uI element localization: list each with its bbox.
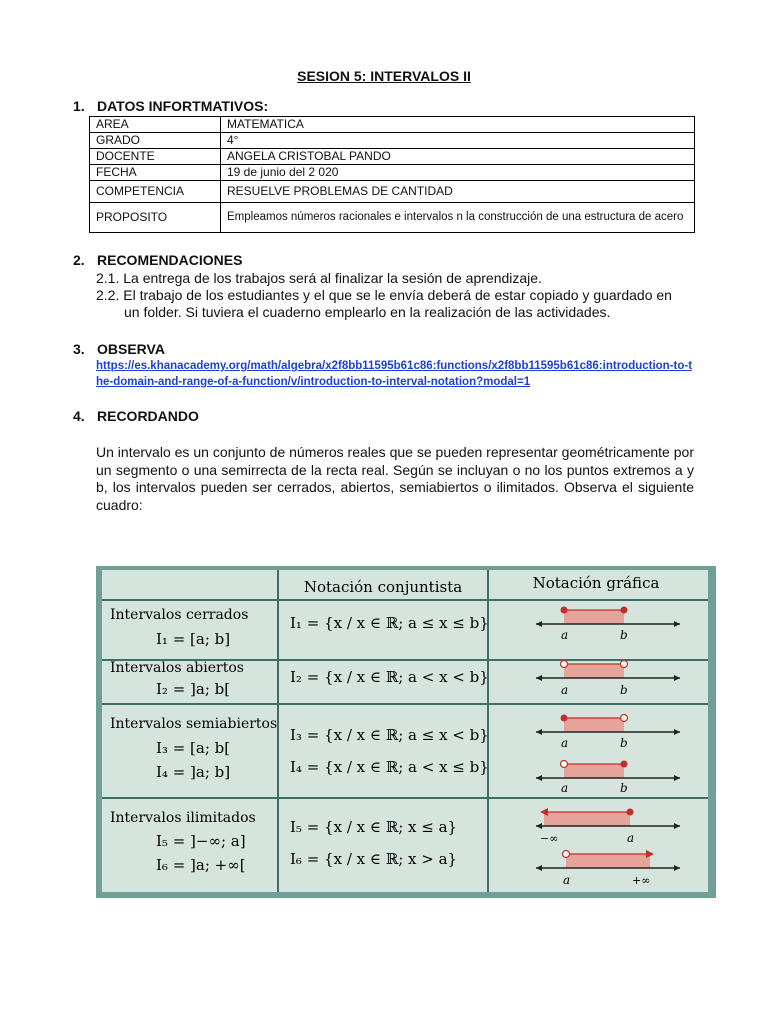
arrow-left-icon <box>536 729 542 735</box>
closed-endpoint <box>627 809 634 816</box>
info-key: DOCENTE <box>90 149 221 165</box>
number-line-unbounded-5 <box>536 808 680 845</box>
section-number: 2. <box>73 252 85 268</box>
row-name-open: Intervalos abiertos <box>110 660 244 676</box>
info-value: ANGELA CRISTOBAL PANDO <box>221 149 695 165</box>
label-a: a <box>627 831 635 845</box>
arrow-right-icon <box>674 775 680 781</box>
closed-endpoint <box>561 715 568 722</box>
set-closed: I₁ = {x / x ∈ ℝ; a ≤ x ≤ b} <box>290 614 489 632</box>
header-set-notation: Notación conjuntista <box>303 578 463 596</box>
interval-fill <box>566 854 650 868</box>
info-value: Empleamos números racionales e intervalos n la construcción de una estructura de acero <box>221 203 695 233</box>
info-value: MATEMATICA <box>221 117 695 133</box>
list-item: 2.2. El trabajo de los estudiantes y el que se le envía deberá de estar copiado y guardado en <box>96 287 672 303</box>
label-b: b <box>620 683 628 697</box>
label-a: a <box>561 736 569 750</box>
number-line-half-open-3 <box>536 715 680 751</box>
arrow-left-icon <box>536 865 542 871</box>
arrow-right-icon <box>674 865 680 871</box>
info-key: COMPETENCIA <box>90 181 221 203</box>
set-open: I₂ = {x / x ∈ ℝ; a < x < b} <box>290 668 489 686</box>
info-key: AREA <box>90 117 221 133</box>
arrow-right-icon <box>674 729 680 735</box>
number-line-half-open-4 <box>536 761 680 796</box>
label-a: a <box>561 628 569 642</box>
table-row <box>90 203 695 233</box>
label-b: b <box>620 736 628 750</box>
arrow-left-icon <box>536 775 542 781</box>
info-key: FECHA <box>90 165 221 181</box>
intervals-paragraph: Un intervalo es un conjunto de números reales que se pueden representar geométricamente por un segmento o una semirrecta de la recta real. Según se incluyan o no los puntos extremos a y b, los intervalos pueden ser cerrados, abiertos, semiabiertos o ilimitados. Observa el siguiente cuadro: <box>96 444 694 513</box>
info-table <box>89 116 695 233</box>
interval-fill <box>564 764 624 778</box>
info-value: 4° <box>221 133 695 149</box>
header-graphic-notation: Notación gráfica <box>532 574 660 592</box>
label-b: b <box>620 628 628 642</box>
open-endpoint <box>621 715 628 722</box>
table-row <box>90 149 695 165</box>
set-half-open-4: I₄ = {x / x ∈ ℝ; a < x ≤ b} <box>290 758 489 776</box>
table-row <box>90 133 695 149</box>
label-a: a <box>561 683 569 697</box>
list-item: un folder. Si tuviera el cuaderno emplearlo en la realización de las actividades. <box>124 304 611 320</box>
label-a: a <box>563 873 571 887</box>
section-3-heading <box>73 341 165 357</box>
closed-endpoint <box>621 607 628 614</box>
arrow-right-icon <box>674 675 680 681</box>
number-line-unbounded-6 <box>536 850 680 887</box>
interval-fill <box>544 812 630 826</box>
info-key: GRADO <box>90 133 221 149</box>
section-1-heading <box>73 98 268 114</box>
def-closed: I₁ = [a; b] <box>156 630 231 648</box>
info-value: 19 de junio del 2 020 <box>221 165 695 181</box>
intervals-table-drawing <box>96 566 716 898</box>
number-line-open <box>536 661 680 698</box>
arrow-left-icon <box>536 675 542 681</box>
def-half-open-4: I₄ = ]a; b] <box>156 763 231 781</box>
section-4-heading <box>73 408 199 424</box>
info-value: RESUELVE PROBLEMAS DE CANTIDAD <box>221 181 695 203</box>
arrow-left-icon <box>536 621 542 627</box>
open-endpoint <box>563 851 570 858</box>
row-name-closed: Intervalos cerrados <box>110 607 249 623</box>
closed-endpoint <box>621 761 628 768</box>
set-unbounded-6: I₆ = {x / x ∈ ℝ; x > a} <box>290 850 458 868</box>
label-pos-infinity: +∞ <box>632 874 651 887</box>
set-half-open-3: I₃ = {x / x ∈ ℝ; a ≤ x < b} <box>290 726 489 744</box>
interval-fill <box>564 610 624 624</box>
row-name-unbounded: Intervalos ilimitados <box>110 810 256 826</box>
intervals-table-photo <box>96 566 716 898</box>
table-row <box>90 165 695 181</box>
interval-fill <box>564 718 624 732</box>
def-unbounded-5: I₅ = ]−∞; a] <box>156 832 246 850</box>
section-number: 4. <box>73 408 85 424</box>
def-open: I₂ = ]a; b[ <box>156 680 231 698</box>
page-title: SESION 5: INTERVALOS II <box>297 68 471 84</box>
label-a: a <box>561 781 569 795</box>
khan-academy-link[interactable]: https://es.khanacademy.org/math/algebra/x2f8bb11595b61c86:functions/x2f8bb11595b61c86:introduction-to-the-domain-and-range-of-a-function/v/introduction-to-interval-notation?modal=1 <box>96 360 693 388</box>
label-b: b <box>620 781 628 795</box>
interval-fill <box>564 664 624 678</box>
section-number: 1. <box>73 98 85 114</box>
open-endpoint <box>561 761 568 768</box>
label-neg-infinity: −∞ <box>540 832 559 845</box>
section-number: 3. <box>73 341 85 357</box>
list-item: 2.1. La entrega de los trabajos será al finalizar la sesión de aprendizaje. <box>96 270 542 286</box>
def-unbounded-6: I₆ = ]a; +∞[ <box>156 856 246 874</box>
def-half-open-3: I₃ = [a; b[ <box>156 739 231 757</box>
section-label: DATOS INFORTMATIVOS: <box>97 98 269 114</box>
arrow-left-icon <box>536 823 542 829</box>
arrow-right-icon <box>674 621 680 627</box>
section-label: RECORDANDO <box>97 408 199 424</box>
arrow-right-icon <box>674 823 680 829</box>
table-row <box>90 181 695 203</box>
open-endpoint <box>621 661 628 668</box>
recommendations-list <box>96 270 696 321</box>
section-label: OBSERVA <box>97 341 165 357</box>
section-label: RECOMENDACIONES <box>97 252 243 268</box>
open-endpoint <box>561 661 568 668</box>
row-name-half-open: Intervalos semiabiertos <box>110 716 278 732</box>
info-key: PROPOSITO <box>90 203 221 233</box>
set-unbounded-5: I₅ = {x / x ∈ ℝ; x ≤ a} <box>290 818 458 836</box>
closed-endpoint <box>561 607 568 614</box>
table-row <box>90 117 695 133</box>
number-line-closed <box>536 607 680 643</box>
section-2-heading <box>73 252 242 268</box>
